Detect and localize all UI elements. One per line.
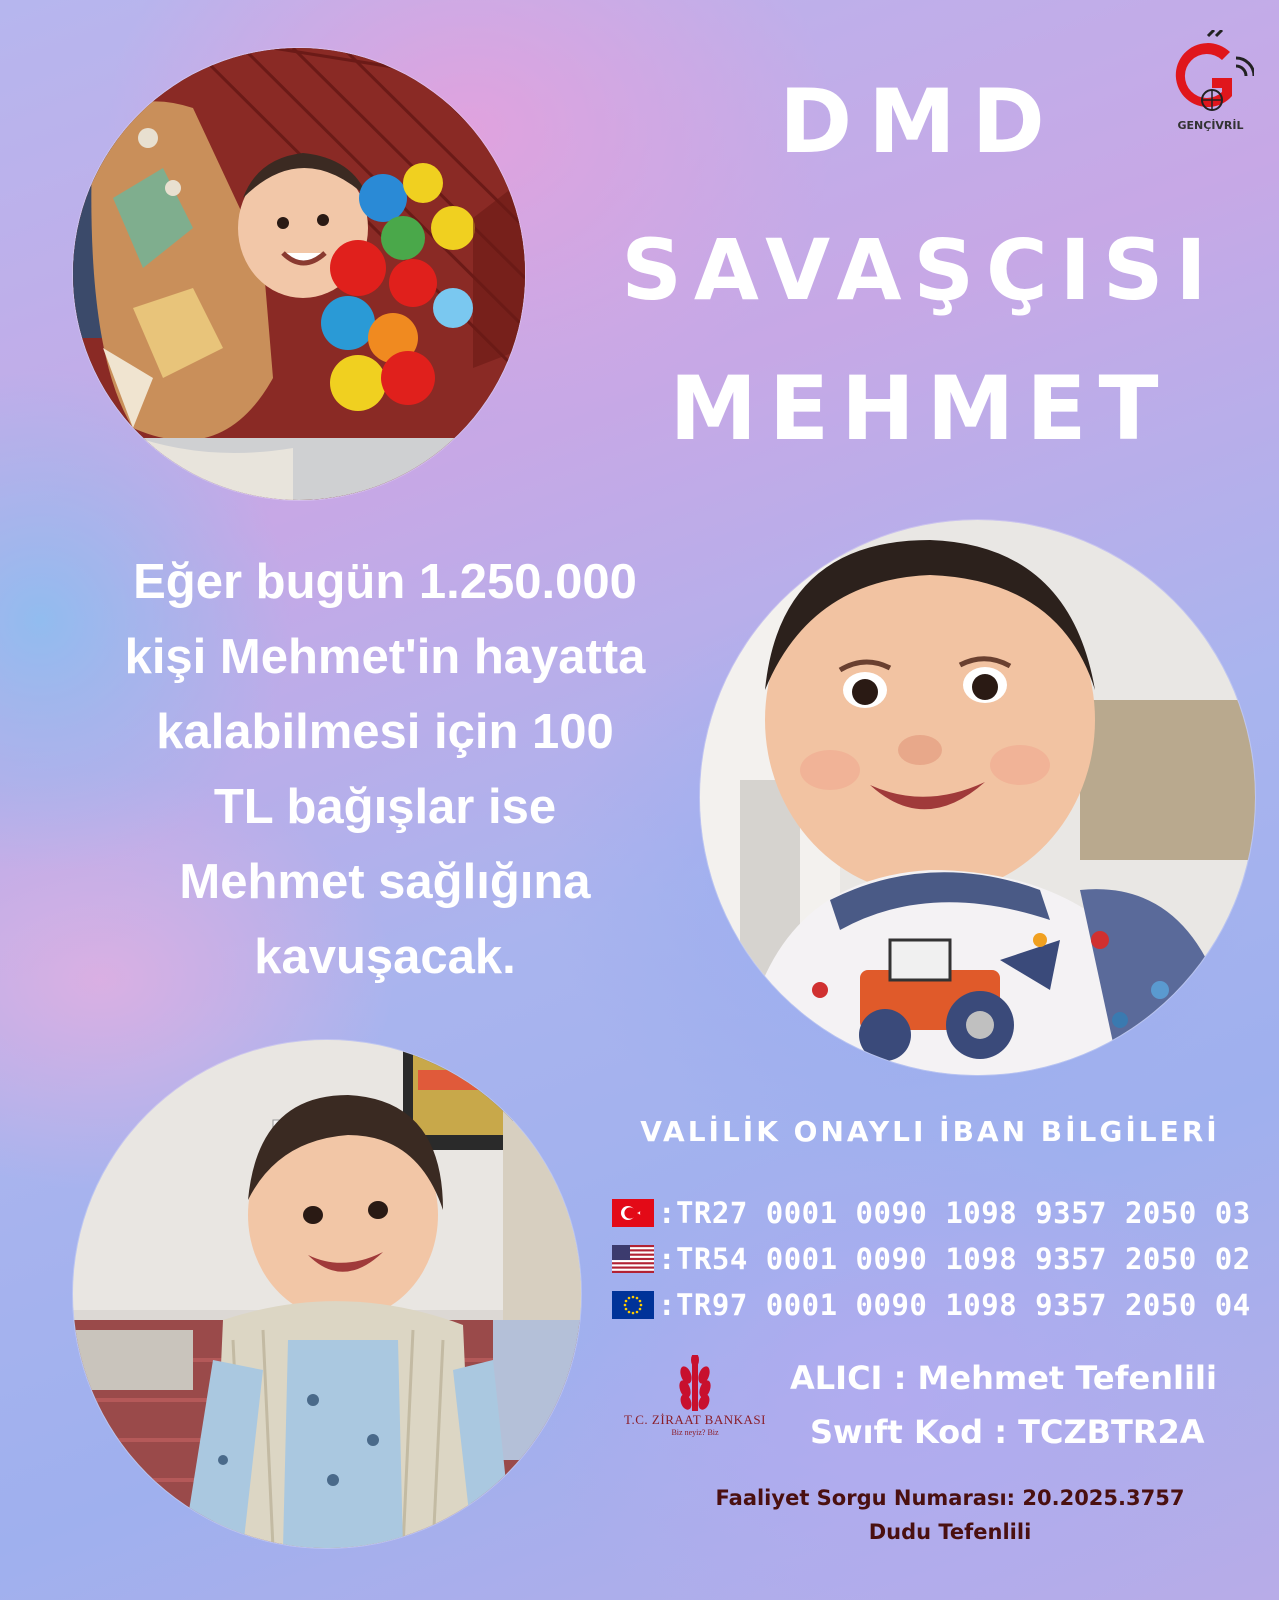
bank-name: T.C. ZİRAAT BANKASI <box>624 1412 766 1427</box>
appeal-line: Eğer bugün 1.250.000 <box>133 555 637 609</box>
baby-in-ball-basket-photo <box>73 48 525 500</box>
title-line-1: DMD <box>779 70 1061 173</box>
appeal-line: kalabilmesi için 100 <box>156 705 614 759</box>
iban-heading: VALİLİK ONAYLI İBAN BİLGİLERİ <box>640 1115 1220 1148</box>
activity-query-number: Faaliyet Sorgu Numarası: 20.2025.3757 <box>715 1486 1185 1510</box>
title-line-2: SAVAŞÇISI <box>621 221 1219 319</box>
logo-caption: GENÇİVRİL <box>1177 119 1244 132</box>
turkey-flag-icon <box>612 1199 654 1227</box>
eu-flag-icon <box>612 1291 654 1319</box>
usa-flag-icon <box>612 1245 654 1273</box>
iban-usd-text: :TR54 0001 0090 1098 9357 2050 02 <box>658 1242 1251 1276</box>
baby-in-ball-basket-illustration <box>73 48 525 500</box>
iban-tl-text: :TR27 0001 0090 1098 9357 2050 03 <box>658 1196 1251 1230</box>
organizer-name: Dudu Tefenlili <box>868 1520 1032 1544</box>
smiling-baby-illustration <box>700 520 1255 1075</box>
appeal-line: kavuşacak. <box>254 930 516 984</box>
appeal-line: TL bağışlar ise <box>213 780 557 834</box>
iban-row-eur <box>612 1285 1272 1325</box>
crawling-baby-photo <box>73 1040 581 1548</box>
bank-slogan: Biz neyiz? Biz <box>671 1428 719 1437</box>
crawling-baby-illustration <box>73 1040 581 1548</box>
iban-eur-text: :TR97 0001 0090 1098 9357 2050 04 <box>658 1288 1251 1322</box>
appeal-line: kişi Mehmet'in hayatta <box>124 630 646 684</box>
title-line-3: MEHMET <box>669 357 1171 460</box>
iban-row-tl <box>612 1193 1272 1233</box>
appeal-line: Mehmet sağlığına <box>179 855 591 909</box>
swift-code: Swıft Kod : TCZBTR2A <box>810 1413 1205 1451</box>
smiling-baby-closeup-photo <box>700 520 1255 1075</box>
recipient-name: ALICI : Mehmet Tefenlili <box>790 1359 1217 1397</box>
appeal-message <box>70 545 700 995</box>
iban-row-usd <box>612 1239 1272 1279</box>
